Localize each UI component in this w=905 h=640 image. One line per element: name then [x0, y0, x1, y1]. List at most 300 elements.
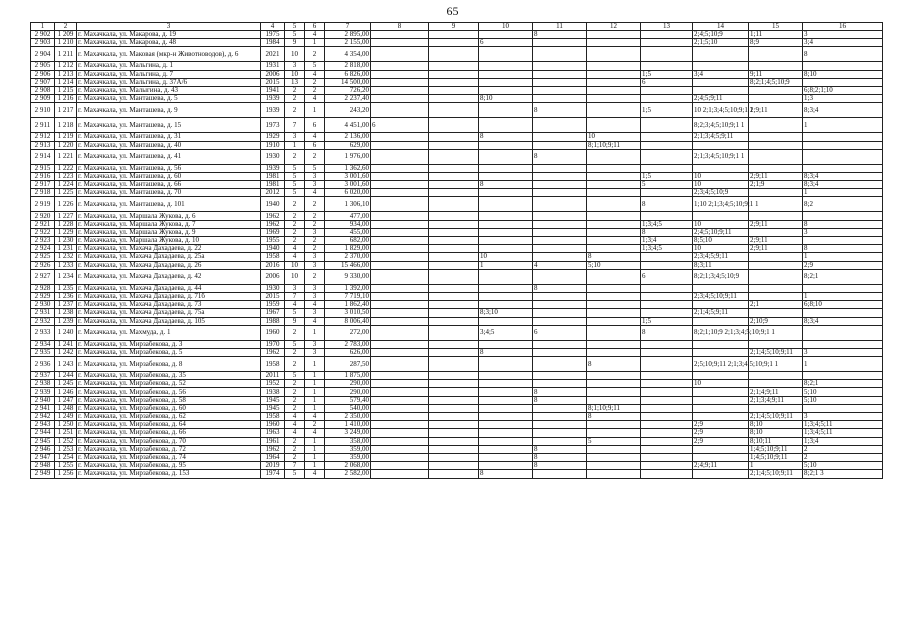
table-cell [749, 253, 803, 261]
table-cell: 1962 [261, 348, 285, 356]
table-cell [641, 212, 693, 220]
table-cell [371, 95, 429, 103]
table-cell: 2;4;5;10;9 [693, 31, 749, 39]
table-cell: 1 243 [55, 357, 77, 372]
table-cell: 8 [803, 220, 883, 228]
table-cell: 4 451,00 [325, 118, 371, 133]
table-cell: 5 [285, 470, 305, 478]
table-cell [371, 172, 429, 180]
table-cell: 13 [285, 78, 305, 86]
table-cell: г. Махачкала, ул. Мирзабекова, д. 56 [77, 388, 261, 396]
table-cell [587, 470, 641, 478]
table-cell [641, 348, 693, 356]
table-cell [371, 62, 429, 70]
table-cell: 1 [479, 261, 533, 269]
table-cell: 2 [305, 78, 325, 86]
table-cell: 1 230 [55, 237, 77, 245]
table-cell: 1975 [261, 31, 285, 39]
table-cell: г. Махачкала, ул. Мирзабекова, д. 5 [77, 348, 261, 356]
table-cell [479, 228, 533, 236]
table-cell: 4 [305, 189, 325, 197]
table-cell: 1;3;4;5;11 [803, 421, 883, 429]
column-header: 15 [749, 23, 803, 31]
table-cell: 1 247 [55, 396, 77, 404]
table-cell: 6;8;10 [803, 301, 883, 309]
table-cell: 9 [285, 39, 305, 47]
table-cell [371, 388, 429, 396]
table-cell [693, 470, 749, 478]
table-cell: 2 922 [31, 228, 55, 236]
table-cell: 2 [285, 396, 305, 404]
table-cell: 3 [803, 228, 883, 236]
table-cell: 1;3 [803, 95, 883, 103]
table-cell: г. Махачкала, ул. Мальгина, д. 37А/6 [77, 78, 261, 86]
table-cell [429, 372, 479, 380]
table-cell: 2 582,00 [325, 470, 371, 478]
table-cell [371, 181, 429, 189]
table-cell [693, 388, 749, 396]
table-cell: г. Махачкала, ул. Махача Дахадаева, д. 75а [77, 309, 261, 317]
table-cell [533, 78, 587, 86]
table-cell [371, 301, 429, 309]
table-cell [533, 220, 587, 228]
table-cell [533, 237, 587, 245]
table-cell: 3 [285, 133, 305, 141]
table-cell: 1 233 [55, 261, 77, 269]
table-cell: 2 942 [31, 413, 55, 421]
table-cell [641, 445, 693, 453]
table-cell: 8 [533, 31, 587, 39]
table-cell [749, 118, 803, 133]
table-cell: г. Махачкала, ул. Махача Дахадаева, д. 26 [77, 261, 261, 269]
table-cell: 290,00 [325, 380, 371, 388]
table-cell: 8;2;1 [803, 269, 883, 284]
table-row [31, 380, 883, 388]
table-cell [749, 141, 803, 149]
table-cell [749, 95, 803, 103]
table-cell: 2 939 [31, 388, 55, 396]
table-cell: 8;2;3;4;5;10;9;1 1 [693, 118, 749, 133]
table-cell: 9 330,00 [325, 269, 371, 284]
table-cell: 8;10 [803, 70, 883, 78]
table-cell: 8 [533, 388, 587, 396]
table-cell: 1988 [261, 317, 285, 325]
table-cell: 1 241 [55, 340, 77, 348]
table-cell: 8;10 [479, 95, 533, 103]
table-cell [693, 47, 749, 62]
table-cell [587, 212, 641, 220]
table-cell: 3 [305, 348, 325, 356]
table-cell: 1969 [261, 228, 285, 236]
table-cell: 6;8;2;1;10 [803, 86, 883, 94]
table-cell: 1 229 [55, 228, 77, 236]
table-cell: 2006 [261, 269, 285, 284]
table-cell: 2;5;10;9;11 2;1;3;4;5;10;9;1 1 [693, 357, 749, 372]
table-cell [587, 39, 641, 47]
table-cell: 2 928 [31, 284, 55, 292]
table-cell [587, 292, 641, 300]
table-cell [429, 325, 479, 340]
table-cell: 1 [305, 404, 325, 412]
table-cell [429, 133, 479, 141]
table-cell: 359,00 [325, 453, 371, 461]
table-cell: 10 [693, 245, 749, 253]
page-number: 65 [446, 4, 459, 18]
table-cell: г. Махачкала, ул. Мирзабекова, д. 95 [77, 462, 261, 470]
table-cell: 1 245 [55, 380, 77, 388]
table-cell: г. Махачкала, ул. Макарова, д. 19 [77, 31, 261, 39]
table-cell: г. Махачкала, ул. Манташева, д. 66 [77, 181, 261, 189]
table-cell: 4 [305, 301, 325, 309]
table-cell: 8 [533, 453, 587, 461]
table-cell: г. Махачкала, ул. Мирзабекова, д. 35 [77, 372, 261, 380]
table-cell [587, 301, 641, 309]
table-cell: 1 246 [55, 388, 77, 396]
table-cell: г. Махачкала, ул. Мирзабекова, д. 64 [77, 421, 261, 429]
table-cell: 2 934 [31, 340, 55, 348]
column-header: 1 [31, 23, 55, 31]
table-cell: 8 [533, 149, 587, 164]
table-cell: 2 925 [31, 253, 55, 261]
table-cell: 2 [285, 445, 305, 453]
table-cell: 1 [305, 396, 325, 404]
table-cell: 3 [305, 309, 325, 317]
table-cell: 1 410,00 [325, 421, 371, 429]
table-cell: 8 [479, 348, 533, 356]
table-cell: 726,20 [325, 86, 371, 94]
table-cell [429, 437, 479, 445]
table-cell [641, 396, 693, 404]
table-cell: 8 [587, 253, 641, 261]
table-cell [533, 47, 587, 62]
table-cell [371, 133, 429, 141]
table-cell: 2;1;3;4;5;9;11 [693, 133, 749, 141]
table-cell: 682,00 [325, 237, 371, 245]
table-row [31, 253, 883, 261]
table-cell: 8 [533, 445, 587, 453]
table-cell: 1940 [261, 197, 285, 212]
table-cell [479, 292, 533, 300]
table-cell [803, 212, 883, 220]
table-cell [371, 269, 429, 284]
table-cell: 2;9 [693, 429, 749, 437]
table-row [31, 103, 883, 118]
table-cell: 1 255 [55, 462, 77, 470]
table-cell: 2;1 [749, 301, 803, 309]
column-header: 3 [77, 23, 261, 31]
table-cell [641, 118, 693, 133]
table-cell: 2 948 [31, 462, 55, 470]
table-cell [371, 164, 429, 172]
table-cell: 5 [285, 31, 305, 39]
table-cell [371, 396, 429, 404]
table-cell: 2;9;11 [749, 103, 803, 118]
table-cell: 2021 [261, 47, 285, 62]
table-cell [533, 413, 587, 421]
table-cell [587, 453, 641, 461]
table-cell: 1 214 [55, 78, 77, 86]
table-cell: 14 500,00 [325, 78, 371, 86]
table-cell [587, 372, 641, 380]
table-cell [429, 220, 479, 228]
table-cell [641, 284, 693, 292]
table-cell [533, 212, 587, 220]
table-cell: 6 [641, 269, 693, 284]
table-cell: 1 [305, 388, 325, 396]
table-cell: 6 [533, 325, 587, 340]
table-cell: 359,00 [325, 445, 371, 453]
table-cell [803, 404, 883, 412]
table-cell: г. Махачкала, ул. Малыгина, д. 43 [77, 86, 261, 94]
table-cell: 2 919 [31, 197, 55, 212]
table-cell [429, 141, 479, 149]
table-cell [479, 404, 533, 412]
table-cell [371, 47, 429, 62]
table-cell: 1 [305, 103, 325, 118]
table-cell: 2 [305, 149, 325, 164]
table-cell: 2 [285, 357, 305, 372]
table-cell [429, 348, 479, 356]
table-cell: 15 466,00 [325, 261, 371, 269]
table-cell [641, 292, 693, 300]
table-cell: 10 [693, 220, 749, 228]
table-cell: 1930 [261, 149, 285, 164]
table-cell: 2 904 [31, 47, 55, 62]
table-cell: 1958 [261, 253, 285, 261]
table-cell: 2 941 [31, 404, 55, 412]
table-cell: 2;1;4;9;11 [749, 388, 803, 396]
table-cell: 2 [285, 103, 305, 118]
table-cell [641, 62, 693, 70]
table-cell: 2;3;4;5;10;9 [693, 189, 749, 197]
table-cell [429, 357, 479, 372]
table-cell: 9 [285, 317, 305, 325]
table-row [31, 141, 883, 149]
table-cell [371, 317, 429, 325]
table-cell [587, 309, 641, 317]
table-cell [803, 340, 883, 348]
table-cell: г. Махачкала, ул. Махмуда, д. 1 [77, 325, 261, 340]
table-cell: 1 362,60 [325, 164, 371, 172]
table-cell [479, 396, 533, 404]
table-cell: 1 219 [55, 133, 77, 141]
table-cell: 287,50 [325, 357, 371, 372]
table-cell: 2 [285, 404, 305, 412]
table-cell [533, 245, 587, 253]
table-cell [371, 228, 429, 236]
table-cell: 6 [371, 118, 429, 133]
table-cell [429, 39, 479, 47]
table-cell [479, 141, 533, 149]
table-cell: 4 [305, 429, 325, 437]
table-cell [429, 445, 479, 453]
table-cell [371, 380, 429, 388]
table-cell: 934,00 [325, 220, 371, 228]
table-cell: 1 220 [55, 141, 77, 149]
table-cell: 8;2 [803, 197, 883, 212]
table-cell [429, 95, 479, 103]
table-cell: 5 [285, 189, 305, 197]
table-cell [371, 141, 429, 149]
table-cell: 2 [305, 245, 325, 253]
table-cell: 2 908 [31, 86, 55, 94]
table-cell: 8 [641, 325, 693, 340]
table-cell [641, 301, 693, 309]
table-cell [533, 133, 587, 141]
column-header: 4 [261, 23, 285, 31]
table-cell: 2 068,00 [325, 462, 371, 470]
table-cell: 1 225 [55, 189, 77, 197]
table-cell: 2 [285, 95, 305, 103]
table-cell: 8 [641, 197, 693, 212]
table-cell [429, 453, 479, 461]
table-row [31, 47, 883, 62]
table-cell: 1 232 [55, 253, 77, 261]
column-header: 5 [285, 23, 305, 31]
table-cell: 1;4;5;10;9;11 [749, 445, 803, 453]
table-cell: г. Махачкала, ул. Макарова, д. 48 [77, 39, 261, 47]
table-cell: 1 [803, 253, 883, 261]
table-row [31, 149, 883, 164]
table-cell: 2 [285, 220, 305, 228]
table-cell: 1 976,00 [325, 149, 371, 164]
table-cell [429, 245, 479, 253]
table-row [31, 212, 883, 220]
table-cell: 2 [305, 212, 325, 220]
table-cell: 2 [305, 197, 325, 212]
table-cell: г. Махачкала, ул. Махача Дахадаева, д. 25а [77, 253, 261, 261]
table-cell: 3;4 [693, 70, 749, 78]
table-cell: 5 [285, 309, 305, 317]
table-cell [479, 103, 533, 118]
table-cell: 2;1;4;5;10;9;11 [749, 470, 803, 478]
table-cell: 2 818,00 [325, 62, 371, 70]
table-cell: 1 209 [55, 31, 77, 39]
table-cell: 1960 [261, 421, 285, 429]
table-cell: 1;11 [749, 31, 803, 39]
table-cell [533, 164, 587, 172]
table-cell [479, 429, 533, 437]
table-cell [587, 220, 641, 228]
table-cell [371, 237, 429, 245]
table-cell [533, 189, 587, 197]
table-cell: 2011 [261, 372, 285, 380]
table-cell [429, 253, 479, 261]
table-cell [429, 284, 479, 292]
table-cell [371, 245, 429, 253]
table-cell: 2 914 [31, 149, 55, 164]
table-row [31, 197, 883, 212]
table-cell: 1 223 [55, 172, 77, 180]
table-cell [479, 164, 533, 172]
table-cell: 8;10 [749, 421, 803, 429]
table-cell: 2 [305, 269, 325, 284]
table-cell [479, 78, 533, 86]
table-cell: г. Махачкала, ул. Махача Дахадаева, д. 73 [77, 301, 261, 309]
table-cell: 1 253 [55, 445, 77, 453]
table-cell: 10 [285, 70, 305, 78]
table-cell [533, 437, 587, 445]
table-cell [429, 189, 479, 197]
table-cell: 2 927 [31, 269, 55, 284]
table-cell: 2;9 [803, 261, 883, 269]
table-cell: 8 [479, 133, 533, 141]
table-cell: 10 [479, 253, 533, 261]
table-cell: 2 947 [31, 453, 55, 461]
table-cell: г. Махачкала, ул. Мирзабекова, д. 74 [77, 453, 261, 461]
table-cell: 1 [285, 141, 305, 149]
table-cell [429, 317, 479, 325]
table-cell: 2 915 [31, 164, 55, 172]
table-cell [749, 380, 803, 388]
table-cell: 1974 [261, 470, 285, 478]
column-header: 9 [429, 23, 479, 31]
table-cell: 4 [285, 253, 305, 261]
table-cell: 1 248 [55, 404, 77, 412]
table-cell [587, 118, 641, 133]
table-cell [429, 70, 479, 78]
table-cell: 1 829,00 [325, 245, 371, 253]
table-row [31, 39, 883, 47]
table-cell: 2 930 [31, 301, 55, 309]
table-cell [587, 149, 641, 164]
table-cell: г. Махачкала, ул. Маршала Жукова, д. 6 [77, 212, 261, 220]
table-cell: 1962 [261, 220, 285, 228]
table-cell: 1973 [261, 118, 285, 133]
table-cell: 2 926 [31, 261, 55, 269]
register-table [30, 22, 883, 479]
table-cell: 1 251 [55, 429, 77, 437]
table-cell: 2 912 [31, 133, 55, 141]
table-cell: г. Махачкала, ул. Махача Дахадаева, д. 71б [77, 292, 261, 300]
table-cell: 1 235 [55, 284, 77, 292]
column-header: 7 [325, 23, 371, 31]
table-cell: 1 216 [55, 95, 77, 103]
table-row [31, 95, 883, 103]
table-cell: 8 [479, 181, 533, 189]
table-cell: 2 938 [31, 380, 55, 388]
table-cell: 2;3;4;5;9;11 [693, 253, 749, 261]
table-cell: 2 895,00 [325, 31, 371, 39]
table-cell [429, 118, 479, 133]
table-cell [429, 380, 479, 388]
table-cell [479, 47, 533, 62]
table-cell [693, 141, 749, 149]
table-cell [533, 269, 587, 284]
table-cell [641, 253, 693, 261]
table-cell: 8;2;1;3;4;5;10;9 [693, 269, 749, 284]
table-cell: 1963 [261, 429, 285, 437]
table-cell [371, 70, 429, 78]
table-cell: 2 944 [31, 429, 55, 437]
table-cell [479, 357, 533, 372]
table-cell: 1 210 [55, 39, 77, 47]
table-cell [533, 228, 587, 236]
table-cell: 1910 [261, 141, 285, 149]
table-cell [429, 212, 479, 220]
table-cell: 2 370,00 [325, 253, 371, 261]
table-cell: 1 [305, 437, 325, 445]
table-cell: 4 [285, 429, 305, 437]
table-cell: 1961 [261, 437, 285, 445]
table-cell: 1959 [261, 301, 285, 309]
table-cell [587, 172, 641, 180]
table-cell [803, 133, 883, 141]
table-cell [587, 181, 641, 189]
table-cell: 2 350,00 [325, 413, 371, 421]
table-cell: 1930 [261, 284, 285, 292]
table-cell: 4 [305, 133, 325, 141]
